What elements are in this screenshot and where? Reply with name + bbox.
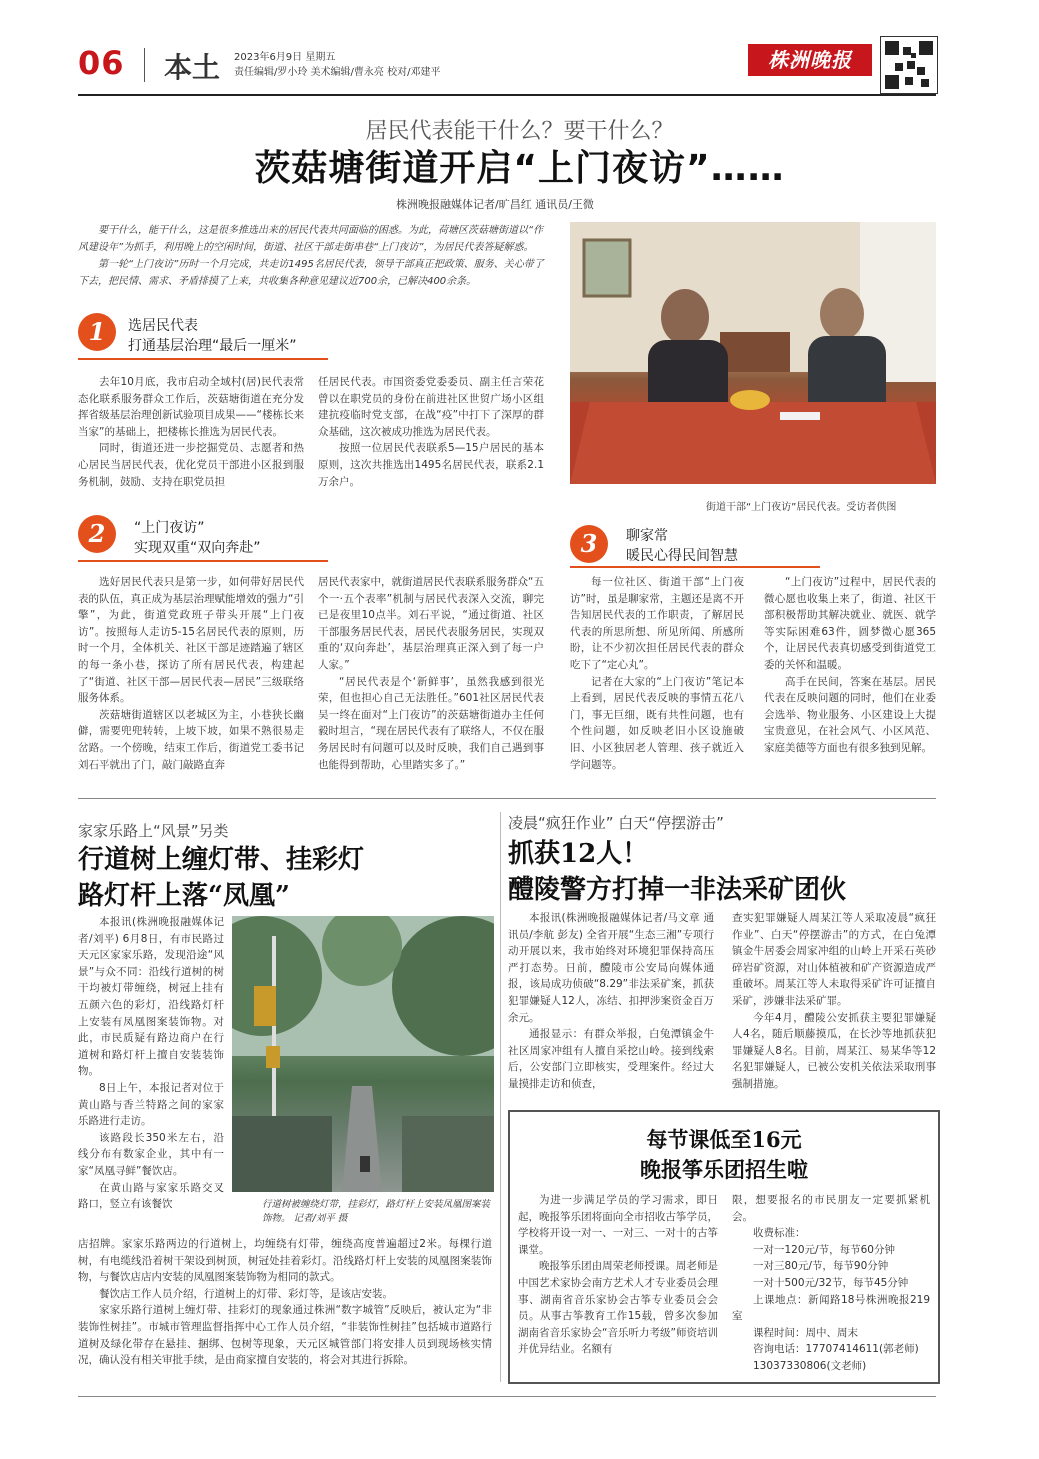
paragraph: 去年10月底，我市启动全域村(居)民代表常态化联系服务群众工作后，茨菇塘街道在充分发挥省级基层治理创新试验项目成果——“楼栋长来当家”的基础上，把楼栋长推选为居民代表。	[78, 376, 304, 438]
paragraph: 家家乐路行道树上缠灯带、挂彩灯的现象通过株洲“数字城管”反映后，被认定为“非装饰性树挂”。市城市管理监督指挥中心工作人员介绍，“非装饰性树挂”包括城市道路行道树及绿化带存在悬挂、捆绑、包树等现象，天元区城管部门将安排人员到现场核实情况，确认没有相关审批手续，是由商家擅自安装的，将会对其进行拆除。	[78, 1304, 492, 1367]
ad-phone-2: 13037330806(文老师)	[753, 1359, 867, 1372]
article-divider	[78, 798, 936, 799]
article1-headline: 茨菇塘街道开启“上门夜访”……	[254, 148, 785, 189]
paragraph: 晚报筝乐团由周荣老师授课。周老师是中国艺术家协会南方艺术人才专业委员会理事、湖南省音乐家协会古筝专业委员会会员。从事古筝教育工作15载，曾多次参加湖南省音乐家协会“音乐听力考级”师资培训并优异结业。名额有	[518, 1260, 718, 1356]
section3-title-line2: 暖民心得民间智慧	[626, 548, 738, 564]
paragraph: 记者在大家的“上门夜访”笔记本上看到，居民代表反映的事情五花八门，事无巨细，既有共性问题，也有个性问题，如反映老旧小区设施破旧、小区独居老人管理、孩子就近入学问题等。	[570, 675, 744, 771]
section2-column2	[318, 574, 544, 773]
section-title: 本土	[164, 51, 221, 84]
article2-photo-caption: 行道树被缠绕灯带，挂彩灯，路灯杆上安装凤凰图案装饰物。 记者/刘平 摄	[262, 1199, 491, 1224]
qr-code-icon	[880, 36, 938, 94]
article1-lead	[78, 222, 548, 290]
article2-kicker: 家家乐路上“风景”另类	[78, 822, 229, 840]
section1-number-badge: 1	[78, 313, 116, 351]
section3-number-badge: 3	[570, 525, 608, 563]
article2-headline-line2: 路灯杆上落“凤凰”	[78, 881, 290, 911]
guzheng-ad-box	[508, 1110, 940, 1384]
paragraph: “居民代表是个‘新鲜事’，虽然我感到很光荣，但也担心自己无法胜任。”601社区居民代表吴一终在面对“上门夜访”的茨菇塘街道办主任何毅时坦言，“现在居民代表有了联络人，不仅在服务居民时有问题可以及时反映，我们自己遇到事也能得到帮助，心里踏实多了。”	[318, 675, 544, 771]
section3-column2	[764, 574, 936, 757]
lead-paragraph: 要干什么，能干什么，这是很多推选出来的居民代表共同面临的困惑。为此，荷塘区茨菇塘街道以“作风建设年”为抓手，利用晚上的空闲时间，街道、社区干部走街串巷“上门夜访”，为居民代表答疑解惑。	[78, 225, 544, 253]
paragraph: 居民代表家中，就街道居民代表联系服务群众“五个一·五个表率”机制与居民代表深入交流，聊完已是夜里10点半。刘石平说，“通过街道、社区干部服务居民代表，居民代表服务居民，实现双重的‘双向奔赴’，基层治理真正深入到了每一户人家。”	[318, 576, 544, 671]
article1-photo-caption: 街道干部“上门夜访”居民代表。受访者供图	[706, 502, 897, 513]
paragraph: 限，想要报名的市民朋友一定要抓紧机会。	[732, 1194, 930, 1223]
paragraph: 茨菇塘街道辖区以老城区为主，小巷狭长幽僻，需要兜兜转转，上坡下坡，如果不熟很易走岔路。一个傍晚，结束工作后，街道党工委书记刘石平就出了门，敲门敲路直奔	[78, 708, 304, 771]
ad-headline-line1: 每节课低至16元	[646, 1127, 802, 1152]
paragraph: 任居民代表。市国资委党委委员、副主任言荣花曾以在职党员的身份在前进社区世贸广场小区组建抗疫临时党支部，在战“疫”中打下了深厚的群众基础，这次被成功推选为居民代表。	[318, 376, 544, 438]
ad-phone: 咨询电话：17707414611(郭老师)	[753, 1343, 919, 1356]
article1-byline: 株洲晚报融媒体记者/旷昌红 通讯员/王微	[396, 198, 594, 211]
paragraph: 该路段长350米左右，沿线分布有数家企业，其中有一家“凤凰寻鲜”餐饮店。	[78, 1131, 224, 1177]
section1-title-line1: 选居民代表	[128, 318, 198, 334]
paragraph: 同时，街道还进一步挖掘党员、志愿者和热心居民当居民代表，优化党员干部进小区报到服务机制，鼓励、支持在职党员担	[78, 442, 304, 488]
paragraph: 餐饮店工作人员介绍，行道树上的灯带、彩灯等，是该店安装。	[99, 1287, 393, 1300]
section1-title	[128, 316, 297, 356]
fees-title: 收费标准：	[753, 1227, 806, 1240]
paragraph: 通报显示：有群众举报，白兔潭镇金牛社区周家冲组有人擅自采挖山岭。接到线索后，公安部门立即核实，受理案件。经过大量摸排走访和侦查，	[508, 1028, 714, 1090]
paragraph: 本报讯(株洲晚报融媒体记者/马文章 通讯员/李航 彭友) 全省开展“生态三湘”专项行动开展以来，我市始终对环境犯罪保持高压严打态势。日前，醴陵市公安局向媒体通报，该局成功侦破“8.29”非法采矿案，抓获犯罪嫌疑人12人，冻结、扣押涉案资金百万余元。	[508, 912, 714, 1024]
page-number: 06	[78, 44, 125, 82]
lead-paragraph: 第一轮“上门夜访”历时一个月完成，共走访1495名居民代表，领导干部真正把政策、服务、关心带了下去，把民情、需求、矛盾排摸了上来，共收集各种意见建议近700余，已解决400余条。	[78, 259, 544, 287]
section1-title-line2: 打通基层治理“最后一厘米”	[128, 338, 297, 354]
paragraph: “上门夜访”过程中，居民代表的微心愿也收集上来了，街道、社区干部积极帮助其解决就业、就医、就学等实际困难63件，圆梦微心愿365个，让居民代表真切感受到街道党工委的关怀和温暖。	[764, 576, 936, 671]
section2-title-line2: 实现双重“双向奔赴”	[134, 540, 261, 556]
paragraph: 按照一位居民代表联系5—15户居民的基本原则，这次共推选出1495名居民代表，联系2.1万余户。	[318, 442, 544, 488]
section3-title-line1: 聊家常	[626, 528, 668, 544]
paragraph: 高手在民间，答案在基层。居民代表在反映问题的同时，他们在业委会选举、物业服务、小区建设上大提宝贵意见，在社会风气、小区风范、家庭美德等方面也有很多独到见解。	[764, 675, 936, 754]
masthead-rule	[78, 94, 936, 96]
issue-date: 2023年6月9日 星期五	[234, 52, 336, 63]
footer-rule	[78, 1396, 936, 1397]
article3-headline	[508, 836, 846, 908]
paragraph: 为进一步满足学员的学习需求，即日起，晚报筝乐团将面向全市招收古筝学员，学校将开设一对一、一对三、一对十的古筝课堂。	[518, 1194, 718, 1256]
section3-title	[626, 526, 738, 566]
fee-item: 一对十500元/32节，每节45分钟	[753, 1276, 909, 1289]
masthead-divider	[144, 48, 145, 82]
fee-item: 一对三80元/节，每节90分钟	[753, 1260, 889, 1273]
fee-item: 一对一120元/节，每节60分钟	[753, 1243, 895, 1256]
section1-rule	[78, 358, 328, 360]
paragraph: 本报讯(株洲晚报融媒体记者/刘平) 6月8日，有市民路过天元区家家乐路，发现沿途“风景”与众不同：沿线行道树的树干均被灯带缠绕，树冠上挂有五颜六色的彩灯，沿线路灯杆上安装有凤凰图案装饰物。对此，市民质疑有路边商户在行道树和路灯杆上擅自安装装饰物。	[78, 916, 224, 1078]
section2-number-badge: 2	[78, 515, 116, 553]
editors-line: 责任编辑/罗小玲 美术编辑/曹永亮 校对/邓建平	[234, 67, 441, 78]
paragraph: 查实犯罪嫌疑人周某江等人采取凌晨“疯狂作业”、白天“停摆游击”的方式，在白兔潭镇金牛居委会周家冲组的山岭上开采石英砂碎岩矿资源，对山体植被和矿产资源造成严重破坏。周某江等人未取得采矿许可证擅自采矿，涉嫌非法采矿罪。	[732, 912, 936, 1007]
newspaper-logo: 株洲晚报	[748, 44, 872, 76]
article1-kicker: 居民代表能干什么？要干什么？	[365, 119, 674, 144]
ad-headline-line2: 晚报筝乐团招生啦	[640, 1157, 808, 1182]
article2-narrow-column	[78, 914, 224, 1213]
article3-kicker: 凌晨“疯狂作业” 白天“停摆游击”	[508, 814, 724, 832]
section2-rule	[78, 560, 328, 562]
ad-class-time: 课程时间：周中、周末	[753, 1326, 858, 1339]
paragraph: 选好居民代表只是第一步，如何带好居民代表的队伍，真正成为基层治理赋能增效的强力“引擎”，为此，街道党政班子带头开展“上门夜访”。按照每人走访5-15名居民代表的原则，历时一个月，全体机关、社区干部足迹踏遍了辖区的每一条小巷，探访了所有居民代表，构建起了“街道、社区干部—居民代表—居民”三级联络服务体系。	[78, 576, 304, 705]
article2-headline	[78, 842, 364, 914]
article3-column2	[732, 910, 936, 1093]
masthead-meta	[234, 50, 440, 80]
section2-title-line1: “上门夜访”	[134, 520, 205, 536]
article2-wide-column	[78, 1236, 492, 1369]
section1-column2	[318, 374, 544, 490]
article3-column1	[508, 910, 714, 1093]
section2-column1	[78, 574, 304, 773]
paragraph: 每一位社区、街道干部“上门夜访”时，虽是聊家常，主题还是离不开告知居民代表的工作职责，了解居民代表的所思所想、所见所闻、所感所盼，让不少初次担任居民代表的群众吃下了“定心丸”。	[570, 576, 744, 671]
section2-title	[134, 518, 261, 558]
article1-photo	[570, 222, 936, 484]
ad-address: 上课地点：新闻路18号株洲晚报219室	[732, 1293, 930, 1323]
section3-column1	[570, 574, 744, 773]
column-divider	[500, 812, 501, 1382]
paragraph: 今年4月，醴陵公安抓获主要犯罪嫌疑人4名，随后顺藤摸瓜，在长沙等地抓获犯罪嫌疑人8名。目前，周某江、易某华等12名犯罪嫌疑人，已被公安机关依法采取刑事强制措施。	[732, 1011, 936, 1090]
paragraph: 8日上午，本报记者对位于黄山路与香兰特路之间的家家乐路进行走访。	[78, 1081, 224, 1128]
paragraph: 店招牌。家家乐路两边的行道树上，均缠绕有灯带，缠绕高度普遍超过2米。每棵行道树，有电缆线沿着树干架设到树顶，树冠处挂着彩灯。沿线路灯杆上安装的凤凰图案装饰物，与餐饮店店内安装的凤凰图案装饰物为相同的款式。	[78, 1238, 492, 1284]
article2-photo	[232, 916, 494, 1192]
section3-rule	[570, 566, 820, 568]
article3-headline-line2: 醴陵警方打掉一非法采矿团伙	[508, 875, 847, 905]
ad-column2	[732, 1192, 930, 1375]
article3-headline-line1: 抓获12人！	[508, 839, 649, 869]
article2-headline-line1: 行道树上缠灯带、挂彩灯	[78, 845, 365, 875]
section1-column1	[78, 374, 304, 490]
paragraph: 在黄山路与家家乐路交叉路口，竖立有该餐饮	[78, 1181, 224, 1211]
ad-column1	[518, 1192, 718, 1358]
